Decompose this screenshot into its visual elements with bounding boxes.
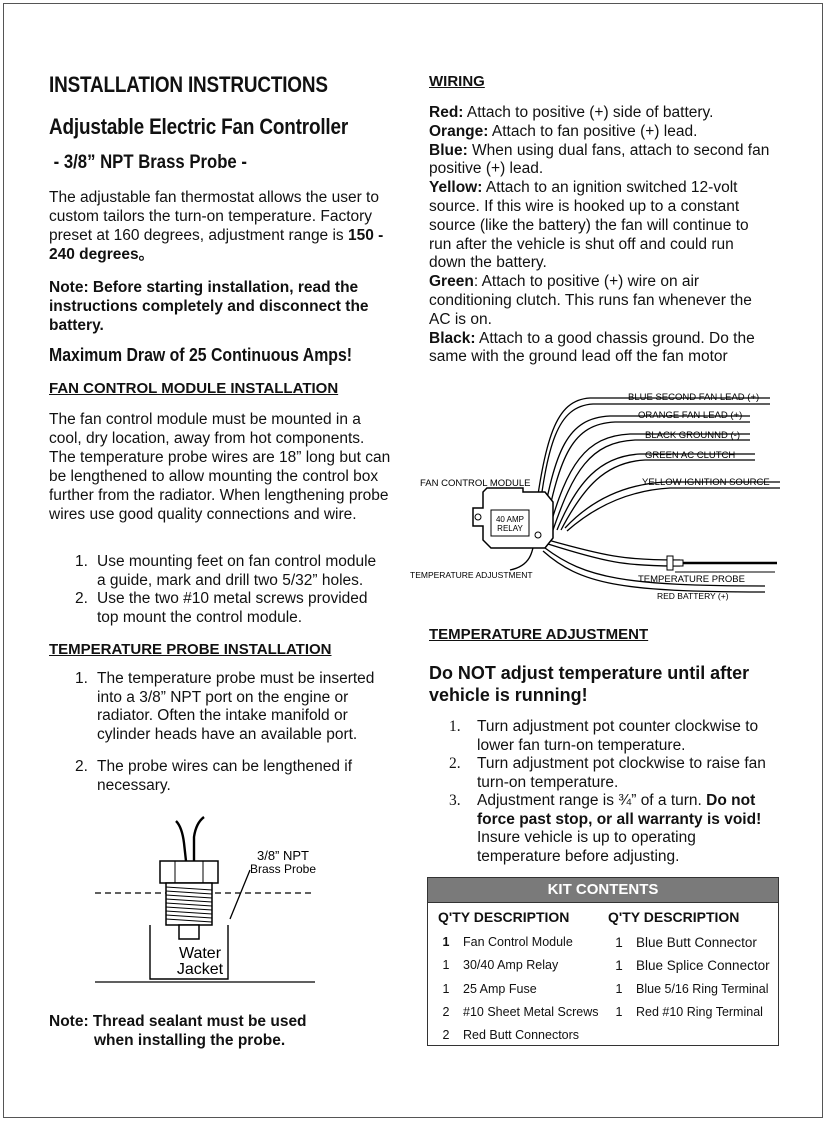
step-number: 2. (75, 758, 88, 775)
relay-label-line2: RELAY (497, 524, 523, 533)
step-text: Turn adjustment pot counter clockwise to lower fan turn-on temperature. (477, 718, 759, 754)
step-number: 1. (75, 670, 88, 687)
fan-module-heading: FAN CONTROL MODULE INSTALLATION (49, 380, 339, 397)
step-text: Use mounting feet on fan control module a guide, mark and drill two 5/32” holes. (97, 553, 377, 589)
warranty-warning: Do not force past stop, or all warranty is void! (477, 792, 762, 828)
temperature-probe-symbol (667, 556, 777, 572)
wiring-item-yellow: Yellow: Attach to an ignition switched 12-volt source. If this wire is hooked up to a constant source (like the battery) the fan will continue to run after the vehicle is shut off and could run down the battery. (429, 179, 749, 272)
wiring-heading: WIRING (429, 73, 485, 90)
label-pointer (230, 870, 250, 919)
module-label: FAN CONTROL MODULE (420, 478, 531, 489)
kit-right-column (608, 931, 770, 1024)
list-item (49, 758, 389, 795)
step-number: 1. (75, 553, 88, 570)
red-wire-label: RED BATTERY (+) (657, 591, 729, 601)
probe-wire (194, 817, 204, 861)
step-text: The probe wires can be lengthened if necessary. (97, 758, 353, 794)
note-sealant-line2: when installing the probe. (94, 1032, 286, 1049)
table-row: 1 Blue Butt Connector (615, 935, 757, 950)
kit-contents-title: KIT CONTENTS (428, 878, 778, 903)
list-item (49, 590, 389, 627)
probe-tip (179, 925, 199, 939)
jacket-label: Jacket (176, 961, 224, 978)
kit-contents-box (427, 877, 779, 1046)
note-sealant-line1: Note: Thread sealant must be used (49, 1013, 307, 1030)
yellow-wire-label: YELLOW IGNITION SOURCE (642, 477, 770, 488)
probe-hex-nut (160, 861, 218, 883)
table-row: 1 Fan Control Module (442, 935, 573, 949)
intro-text: The adjustable fan thermostat allows the user to custom tailors the turn-on temperature. Factory preset at 160 degrees, adjustment range is (49, 189, 379, 244)
temp-adjust-warning-line1: Do NOT adjust temperature until after (429, 662, 750, 683)
fan-module-text: The fan control module must be mounted in a cool, dry location, away from hot components. The temperature probe wires are 18” long but can be lengthened to allow mounting the control box further from the radiator. When lengthening probe wires use good quality connections and wire. (49, 411, 391, 523)
kit-left-column (435, 931, 599, 1047)
blue-wire-label: BLUE SECOND FAN LEAD (+) (628, 392, 760, 403)
probe-heading: - 3/8” NPT Brass Probe - (49, 152, 247, 173)
adjustment-label: TEMPERATURE ADJUSTMENT (410, 570, 533, 580)
table-row: 1 25 Amp Fuse (442, 981, 537, 996)
step-text: The temperature probe must be inserted into a 3/8” NPT port on the engine or radiator. Often the intake manifold or cylinder heads have an available port. (97, 670, 375, 743)
table-row: 1 Blue Splice Connector (615, 958, 770, 974)
orange-wire-label: ORANGE FAN LEAD (+) (638, 410, 743, 421)
temp-adjust-steps (429, 718, 779, 866)
step-number: 1. (449, 718, 461, 735)
probe-label-line1: 3/8” NPT (256, 848, 310, 863)
step-text-after: Insure vehicle is up to operating temperature before adjusting. (477, 829, 696, 865)
table-row: 2 Red Butt Connectors (442, 1028, 580, 1043)
wiring-item-green: Green: Attach to positive (+) wire on air conditioning clutch. This runs fan whenever the AC is on. (429, 273, 752, 328)
temp-adjust-warning-line2: vehicle is running! (429, 684, 588, 705)
probe-diagram (90, 815, 320, 990)
wiring-item-blue: Blue: When using dual fans, attach to second fan positive (+) lead. (429, 141, 770, 178)
kit-header-left: Q'TY DESCRIPTION (438, 909, 570, 925)
list-item (429, 718, 779, 755)
mounting-hole (475, 514, 481, 520)
table-row: 1 Red #10 Ring Terminal (615, 1004, 763, 1019)
intro-range: 150 - 240 degrees (49, 227, 384, 263)
green-wire-label: GREEN AC CLUTCH (645, 450, 736, 461)
list-item (429, 792, 779, 866)
wiring-item-orange: Orange: Attach to fan positive (+) lead. (429, 122, 698, 140)
step-text: Use the two #10 metal screws provided top mount the control module. (97, 590, 368, 626)
page-subtitle: Adjustable Electric Fan Controller (49, 114, 349, 139)
wiring-item-red: Red: Attach to positive (+) side of battery. (429, 104, 714, 121)
black-wire-label: BLACK GROUNND (-) (645, 430, 741, 441)
temp-adjust-heading: TEMPERATURE ADJUSTMENT (429, 626, 649, 643)
list-item (49, 670, 389, 744)
temp-probe-heading: TEMPERATURE PROBE INSTALLATION (49, 641, 332, 658)
table-row: 1 30/40 Amp Relay (442, 958, 559, 973)
note-before-installation: Note: Before starting installation, read the instructions completely and disconnect the battery. (49, 279, 369, 334)
table-row: 2 #10 Sheet Metal Screws (442, 1004, 599, 1019)
step-number: 2. (449, 755, 461, 772)
intro-paragraph (49, 188, 389, 264)
step-text: Adjustment range is ¾” of a turn. (477, 792, 707, 809)
step-number: 3. (449, 792, 461, 809)
adjustment-pot (535, 532, 541, 538)
wiring-list (429, 104, 775, 367)
page-title: INSTALLATION INSTRUCTIONS (49, 72, 328, 97)
wiring-diagram (405, 378, 805, 608)
probe-wire (176, 821, 186, 861)
table-row: 1 Blue 5/16 Ring Terminal (615, 981, 769, 996)
fan-module-steps (49, 553, 389, 627)
water-label: Water (178, 945, 222, 962)
temp-probe-steps (49, 670, 389, 795)
max-draw-warning: Maximum Draw of 25 Continuous Amps! (49, 345, 353, 365)
step-number: 2. (75, 590, 88, 607)
intro-range-end: 。 (138, 246, 155, 263)
relay-label-line1: 40 AMP (495, 515, 525, 524)
list-item (49, 553, 389, 590)
probe-label-line2: Brass Probe (249, 862, 317, 876)
step-text: Turn adjustment pot clockwise to raise fan turn-on temperature. (477, 755, 766, 791)
wiring-item-black: Black: Attach to a good chassis ground. Do the same with the ground lead off the fan motor (429, 329, 755, 366)
kit-header-right: Q'TY DESCRIPTION (608, 909, 740, 925)
list-item (429, 755, 779, 792)
probe-label: TEMPERATURE PROBE (638, 574, 745, 585)
